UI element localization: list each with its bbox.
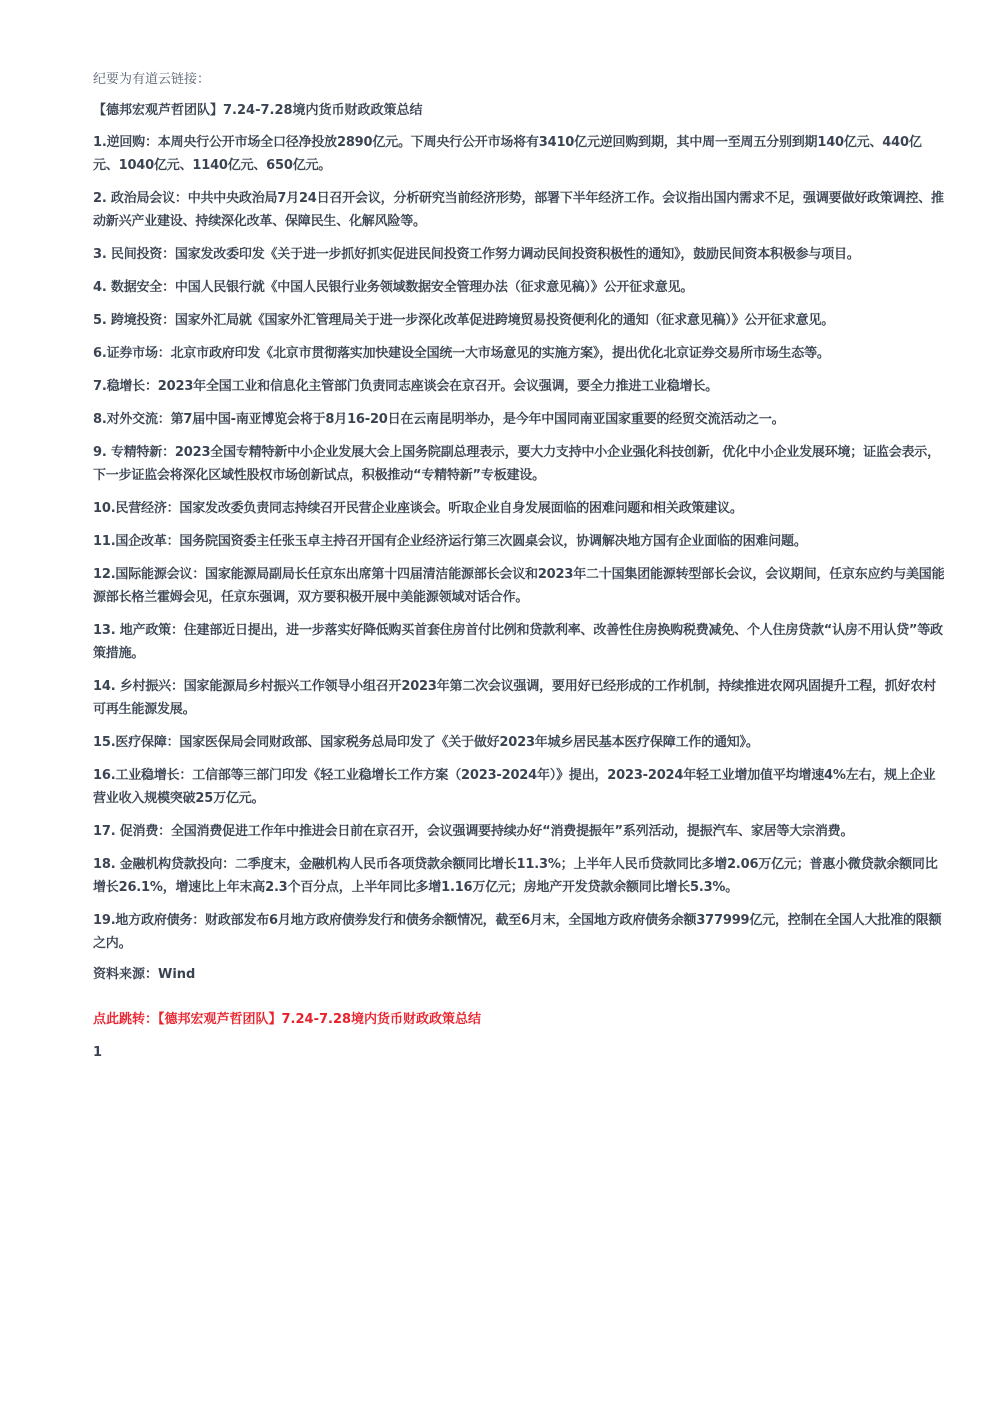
list-item: 12.国际能源会议：国家能源局副局长任京东出席第十四届清洁能源部长会议和2023年二十国集团能源转型部长会议，会议期间，任京东应约与美国能源部长格兰霍姆会见，任京东强调，双方要积极开展中美能源领域对话合作。 (93, 567, 945, 605)
list-item: 9. 专精特新：2023全国专精特新中小企业发展大会上国务院副总理表示，要大力支持中小企业强化科技创新，优化中小企业发展环境；证监会表示，下一步证监会将深化区域性股权市场创新试点，积极推动“专精特新”专板建设。 (93, 445, 940, 483)
list-item: 5. 跨境投资：国家外汇局就《国家外汇管理局关于进一步深化改革促进跨境贸易投资便利化的通知（征求意见稿）》公开征求意见。 (93, 313, 835, 328)
list-item: 17. 促消费：全国消费促进工作年中推进会日前在京召开，会议强调要持续办好“消费提振年”系列活动，提振汽车、家居等大宗消费。 (93, 824, 854, 839)
list-item: 7.稳增长：2023年全国工业和信息化主管部门负责同志座谈会在京召开。会议强调，要全力推进工业稳增长。 (93, 379, 718, 394)
list-item: 4. 数据安全：中国人民银行就《中国人民银行业务领域数据安全管理办法（征求意见稿）》公开征求意见。 (93, 280, 694, 295)
list-item: 19.地方政府债务：财政部发布6月地方政府债券发行和债务余额情况，截至6月末，全国地方政府债务余额377999亿元，控制在全国人大批准的限额之内。 (93, 913, 942, 951)
document-title: 【德邦宏观芦哲团队】7.24-7.28境内货币财政政策总结 (93, 103, 423, 118)
list-item: 15.医疗保障：国家医保局会同财政部、国家税务总局印发了《关于做好2023年城乡居民基本医疗保障工作的通知》。 (93, 735, 759, 750)
list-item: 6.证券市场：北京市政府印发《北京市贯彻落实加快建设全国统一大市场意见的实施方案》，提出优化北京证券交易所市场生态等。 (93, 346, 830, 361)
list-item: 3. 民间投资：国家发改委印发《关于进一步抓好抓实促进民间投资工作努力调动民间投资积极性的通知》，鼓励民间资本积极参与项目。 (93, 247, 860, 262)
document-page (93, 70, 945, 1076)
list-item: 11.国企改革：国务院国资委主任张玉卓主持召开国有企业经济运行第三次圆桌会议，协调解决地方国有企业面临的困难问题。 (93, 534, 807, 549)
page-number: 1 (93, 1045, 103, 1060)
list-item: 2. 政治局会议：中共中央政治局7月24日召开会议，分析研究当前经济形势，部署下半年经济工作。会议指出国内需求不足，强调要做好政策调控、推动新兴产业建设、持续深化改革、保障民生、化解风险等。 (93, 191, 944, 229)
list-item: 14. 乡村振兴：国家能源局乡村振兴工作领导小组召开2023年第二次会议强调，要用好已经形成的工作机制，持续推进农网巩固提升工程，抓好农村可再生能源发展。 (93, 679, 936, 717)
list-item: 8.对外交流：第7届中国-南亚博览会将于8月16-20日在云南昆明举办，是今年中国同南亚国家重要的经贸交流活动之一。 (93, 412, 785, 427)
list-item: 13. 地产政策：住建部近日提出，进一步落实好降低购买首套住房首付比例和贷款利率、改善性住房换购税费减免、个人住房贷款“认房不用认贷”等政策措施。 (93, 623, 943, 661)
list-item: 1.逆回购：本周央行公开市场全口径净投放2890亿元。下周央行公开市场将有3410亿元逆回购到期，其中周一至周五分别到期140亿元、440亿元、1040亿元、1140亿元、650亿元。 (93, 135, 922, 173)
intro-text: 纪要为有道云链接： (93, 72, 211, 87)
policy-list (93, 131, 945, 955)
source-note: 资料来源：Wind (93, 967, 196, 982)
list-item: 16.工业稳增长：工信部等三部门印发《轻工业稳增长工作方案（2023-2024年）》提出，2023-2024年轻工业增加值平均增速4%左右，规上企业营业收入规模突破25万亿元。 (93, 768, 936, 806)
list-item: 10.民营经济：国家发改委负责同志持续召开民营企业座谈会。听取企业自身发展面临的困难问题和相关政策建议。 (93, 501, 743, 516)
jump-link[interactable]: 点此跳转：【德邦宏观芦哲团队】7.24-7.28境内货币财政政策总结 (93, 1012, 482, 1027)
list-item: 18. 金融机构贷款投向：二季度末，金融机构人民币各项贷款余额同比增长11.3%；上半年人民币贷款同比多增2.06万亿元；普惠小微贷款余额同比增长26.1%，增速比上年末高2.3个百分点，上半年同比多增1.16万亿元；房地产开发贷款余额同比增长5.3%。 (93, 857, 938, 895)
